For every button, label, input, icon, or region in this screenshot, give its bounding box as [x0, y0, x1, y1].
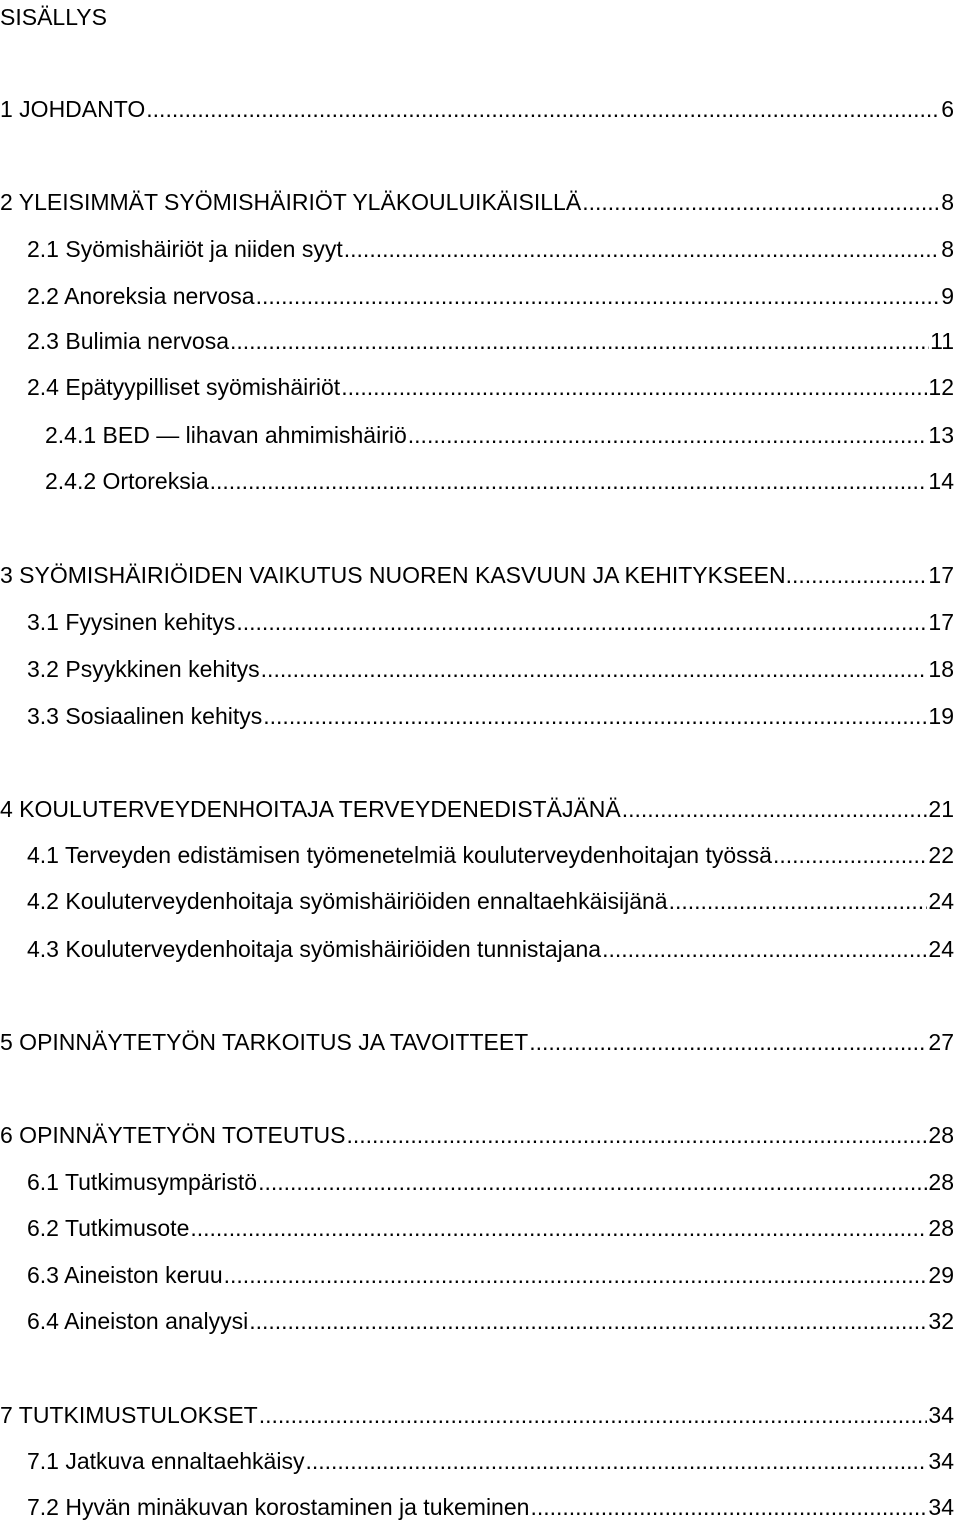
toc-entry-3-3[interactable]: [27, 701, 954, 731]
dot-leader: [669, 886, 928, 916]
dot-leader: [786, 560, 929, 590]
toc-entry-3-1[interactable]: [27, 607, 954, 637]
dot-leader: [305, 1446, 927, 1476]
toc-entry-label: 2.1 Syömishäiriöt ja niiden syyt: [27, 236, 343, 262]
toc-entry-label: 6.2 Tutkimusote: [27, 1215, 190, 1241]
toc-entry-label: 3 SYÖMISHÄIRIÖIDEN VAIKUTUS NUOREN KASVUUN JA KEHITYKSEEN: [0, 562, 786, 588]
toc-entry-label: 6 OPINNÄYTETYÖN TOTEUTUS: [0, 1122, 346, 1148]
dot-leader: [236, 607, 927, 637]
dot-leader: [249, 1306, 927, 1336]
dot-leader: [210, 466, 928, 496]
toc-entry-label: 4.2 Kouluterveydenhoitaja syömishäiriöiden ennaltaehkäisijänä: [27, 888, 668, 914]
dot-leader: [408, 420, 928, 450]
toc-entry-label: 2.2 Anoreksia nervosa: [27, 283, 255, 309]
toc-entry-2-1[interactable]: [27, 234, 954, 264]
dot-leader: [261, 654, 928, 684]
toc-entry-page-number: 17: [928, 609, 954, 635]
toc-entry-6[interactable]: [0, 1120, 954, 1150]
toc-entry-4-1[interactable]: [27, 840, 954, 870]
toc-entry-6-1[interactable]: [27, 1167, 954, 1197]
toc-entry-2-4-2[interactable]: [45, 466, 954, 496]
toc-entry-page-number: 13: [928, 422, 954, 448]
toc-entry-4[interactable]: [0, 794, 954, 824]
toc-entry-page-number: 34: [928, 1448, 954, 1474]
dot-leader: [258, 1167, 927, 1197]
toc-entry-2-4-1[interactable]: [45, 420, 954, 450]
toc-entry-page-number: 28: [928, 1122, 954, 1148]
toc-entry-7[interactable]: [0, 1400, 954, 1430]
toc-entry-2[interactable]: [0, 187, 954, 217]
toc-entry-label: 6.3 Aineiston keruu: [27, 1262, 223, 1288]
dot-leader: [230, 326, 929, 356]
dot-leader: [344, 234, 940, 264]
toc-entry-label: 3.3 Sosiaalinen kehitys: [27, 703, 263, 729]
toc-entry-label: 7.2 Hyvän minäkuvan korostaminen ja tukeminen: [27, 1494, 530, 1520]
dot-leader: [622, 794, 928, 824]
dot-leader: [346, 1120, 927, 1150]
dot-leader: [602, 934, 927, 964]
toc-entry-page-number: 14: [928, 468, 954, 494]
toc-entry-page-number: 8: [941, 189, 954, 215]
toc-entry-label: 7 TUTKIMUSTULOKSET: [0, 1402, 258, 1428]
dot-leader: [259, 1400, 928, 1430]
toc-entry-label: 2.4 Epätyypilliset syömishäiriöt: [27, 374, 341, 400]
toc-entry-page-number: 27: [928, 1029, 954, 1055]
toc-entry-page-number: 21: [928, 796, 954, 822]
toc-entry-page-number: 8: [941, 236, 954, 262]
toc-entry-6-4[interactable]: [27, 1306, 954, 1336]
toc-entry-2-2[interactable]: [27, 281, 954, 311]
toc-entry-2-3[interactable]: [27, 326, 954, 356]
toc-entry-7-2[interactable]: [27, 1492, 954, 1522]
toc-entry-label: 2.4.1 BED — lihavan ahmimishäiriö: [45, 422, 407, 448]
toc-entry-label: 1 JOHDANTO: [0, 96, 146, 122]
toc-entry-page-number: 22: [928, 842, 954, 868]
toc-entry-page-number: 12: [928, 374, 954, 400]
toc-entry-page-number: 34: [928, 1402, 954, 1428]
toc-entry-label: 6.4 Aineiston analyysi: [27, 1308, 249, 1334]
toc-entry-6-3[interactable]: [27, 1260, 954, 1290]
dot-leader: [256, 281, 941, 311]
toc-heading: SISÄLLYS: [0, 4, 107, 30]
toc-entry-5[interactable]: [0, 1027, 954, 1057]
dot-leader: [263, 701, 927, 731]
toc-entry-page-number: 34: [928, 1494, 954, 1520]
toc-entry-1[interactable]: [0, 94, 954, 124]
dot-leader: [529, 1027, 927, 1057]
toc-entry-page-number: 32: [928, 1308, 954, 1334]
dot-leader: [341, 372, 927, 402]
toc-entry-label: 3.1 Fyysinen kehitys: [27, 609, 236, 635]
toc-entry-page-number: 17: [928, 562, 954, 588]
dot-leader: [146, 94, 940, 124]
toc-entry-label: 2.3 Bulimia nervosa: [27, 328, 229, 354]
toc-entry-6-2[interactable]: [27, 1213, 954, 1243]
dot-leader: [224, 1260, 928, 1290]
dot-leader: [773, 840, 927, 870]
toc-entry-3[interactable]: [0, 560, 954, 590]
toc-entry-label: 4.1 Terveyden edistämisen työmenetelmiä kouluterveydenhoitajan työssä: [27, 842, 772, 868]
dot-leader: [582, 187, 940, 217]
toc-entry-label: 3.2 Psyykkinen kehitys: [27, 656, 260, 682]
toc-entry-page-number: 28: [928, 1215, 954, 1241]
toc-entry-label: 4 KOULUTERVEYDENHOITAJA TERVEYDENEDISTÄJÄNÄ: [0, 796, 621, 822]
toc-entry-label: 2 YLEISIMMÄT SYÖMISHÄIRIÖT YLÄKOULUIKÄISILLÄ: [0, 189, 582, 215]
toc-entry-2-4[interactable]: [27, 372, 954, 402]
toc-entry-page-number: 18: [928, 656, 954, 682]
toc-entry-page-number: 24: [928, 936, 954, 962]
toc-entry-label: 7.1 Jatkuva ennaltaehkäisy: [27, 1448, 305, 1474]
toc-entry-page-number: 24: [928, 888, 954, 914]
dot-leader: [530, 1492, 927, 1522]
toc-entry-page-number: 11: [930, 328, 954, 354]
toc-entry-page-number: 9: [941, 283, 954, 309]
toc-entry-page-number: 19: [928, 703, 954, 729]
toc-entry-page-number: 6: [941, 96, 954, 122]
toc-entry-page-number: 28: [928, 1169, 954, 1195]
toc-entry-4-2[interactable]: [27, 886, 954, 916]
toc-entry-label: 4.3 Kouluterveydenhoitaja syömishäiriöiden tunnistajana: [27, 936, 602, 962]
toc-entry-3-2[interactable]: [27, 654, 954, 684]
toc-entry-4-3[interactable]: [27, 934, 954, 964]
toc-entry-label: 2.4.2 Ortoreksia: [45, 468, 209, 494]
toc-entry-page-number: 29: [928, 1262, 954, 1288]
toc-entry-7-1[interactable]: [27, 1446, 954, 1476]
toc-entry-label: 6.1 Tutkimusympäristö: [27, 1169, 258, 1195]
toc-entry-label: 5 OPINNÄYTETYÖN TARKOITUS JA TAVOITTEET: [0, 1029, 529, 1055]
dot-leader: [190, 1213, 927, 1243]
